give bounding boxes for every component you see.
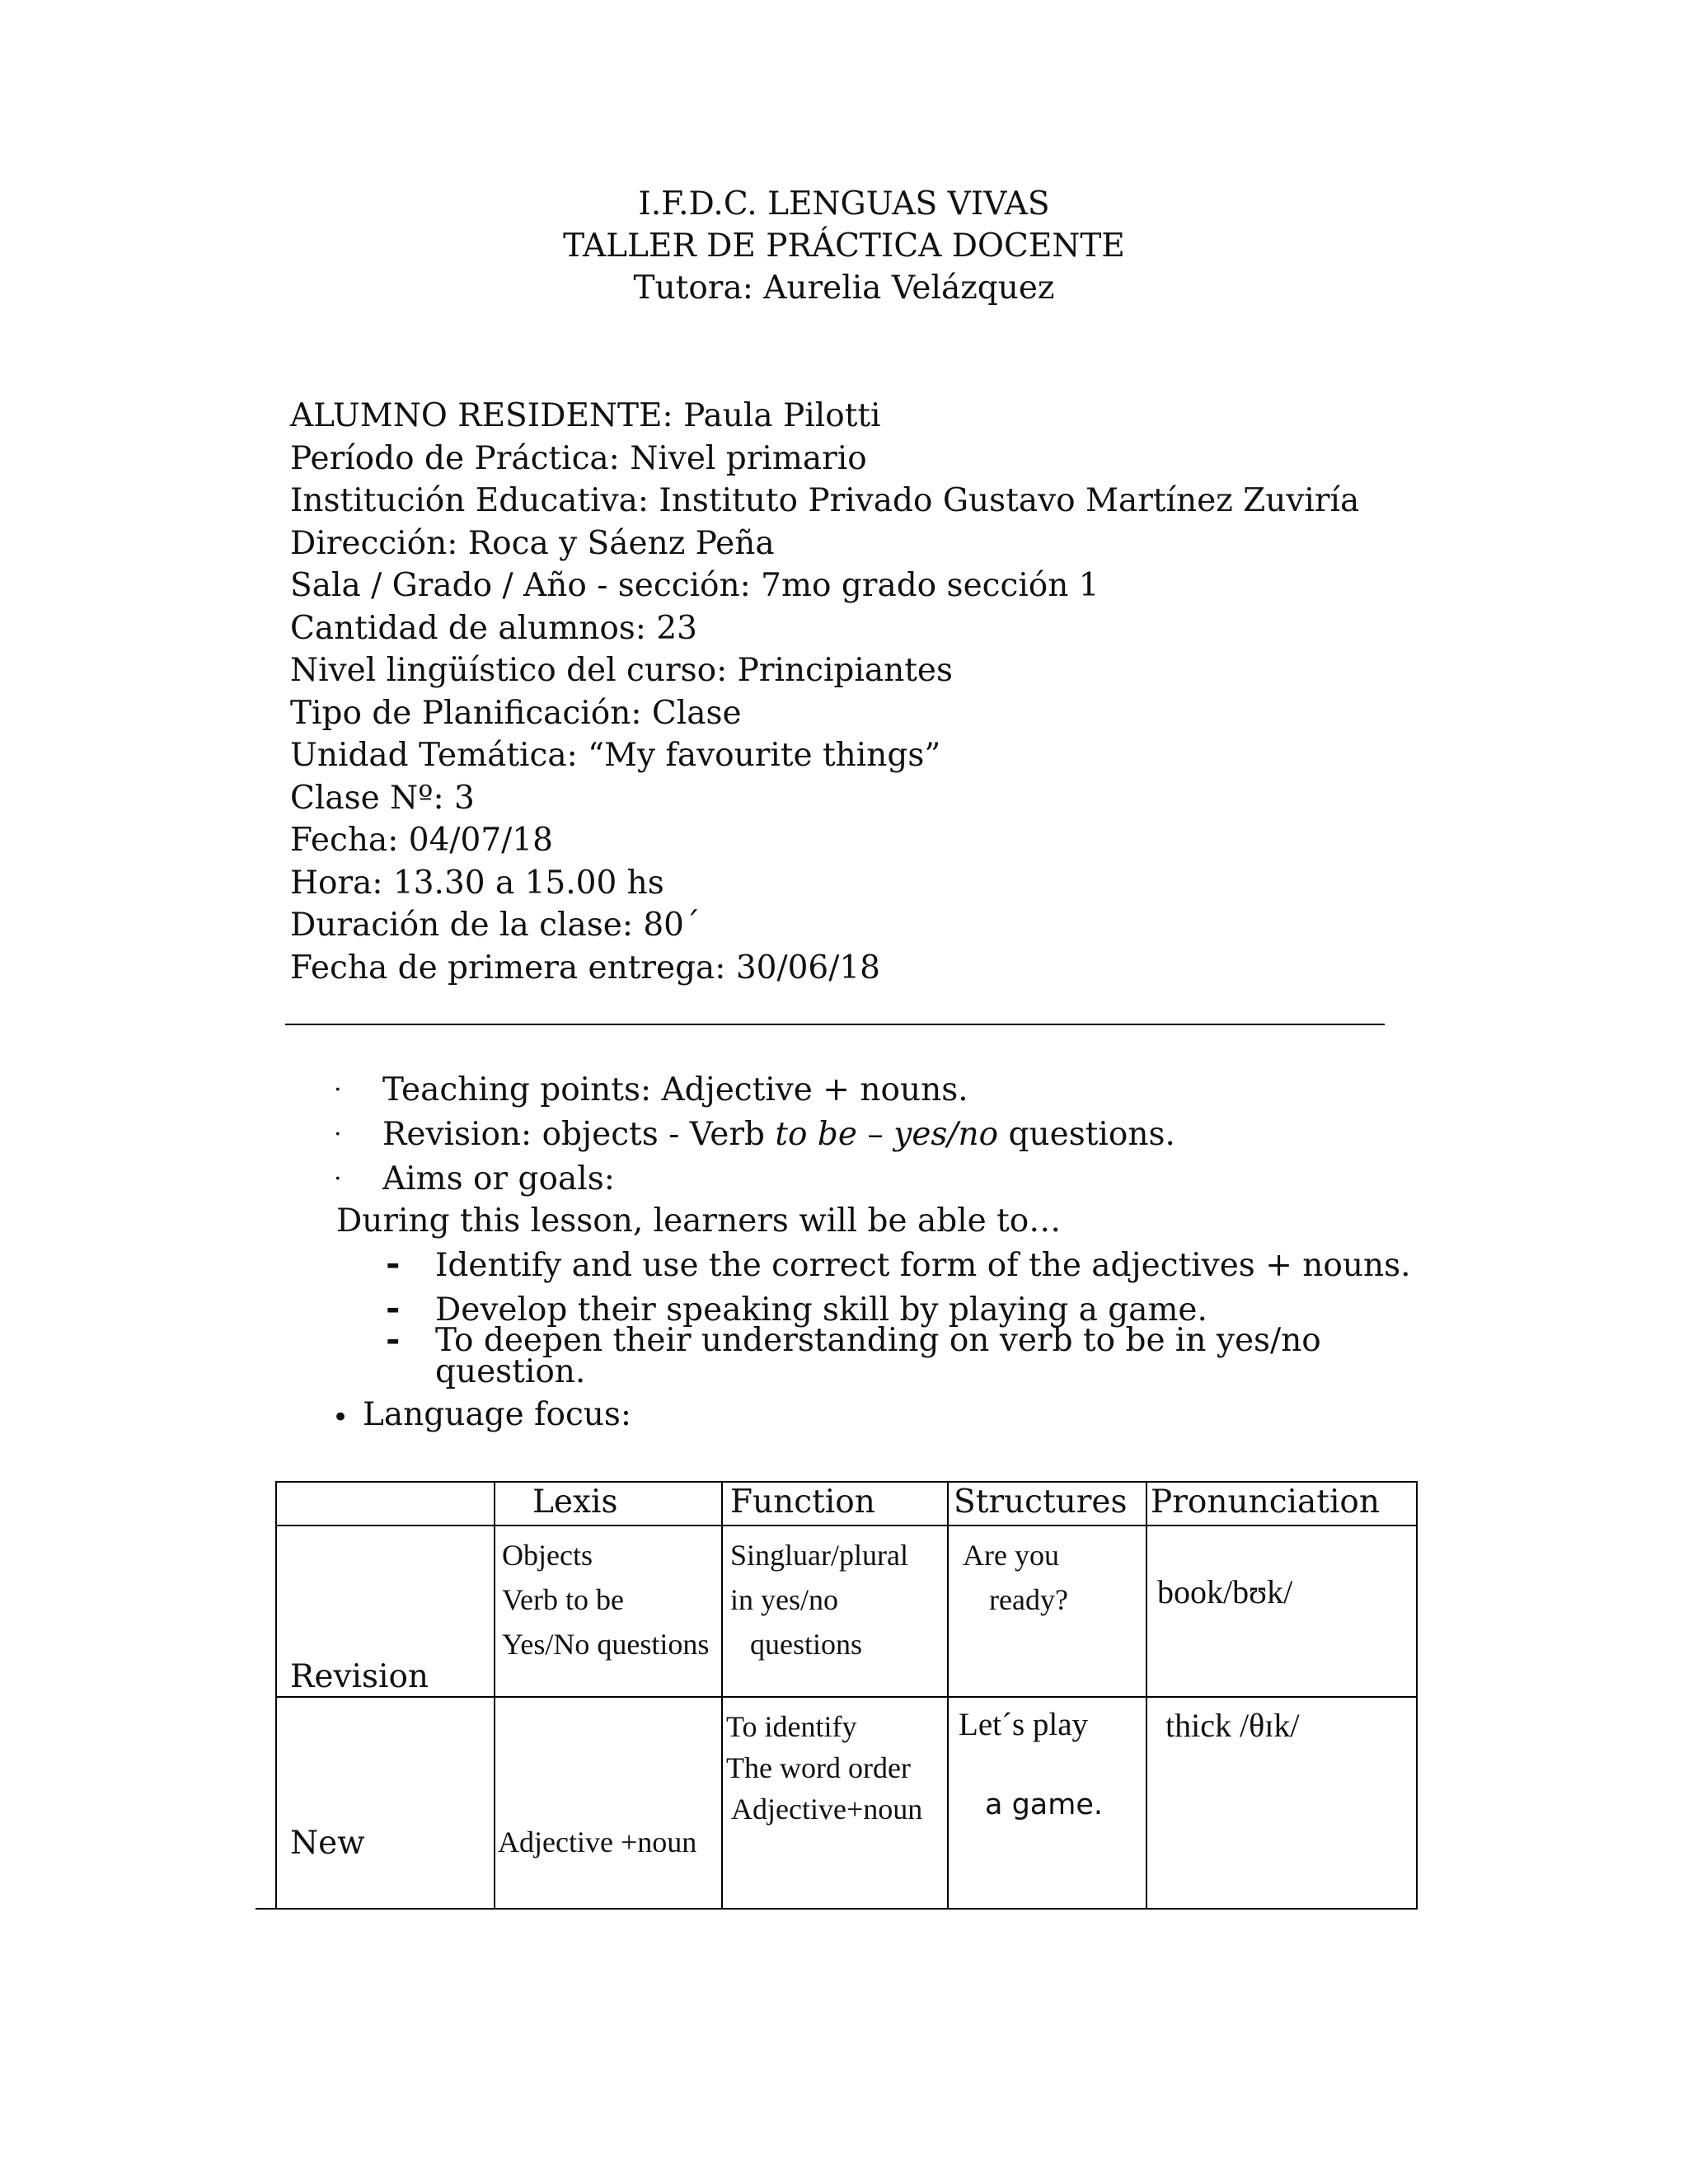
new-structures-line-1: Let´s play — [959, 1707, 1089, 1742]
revision-structures-item: ready? — [989, 1583, 1068, 1616]
goal-2: Develop their speaking skill by playing a game. — [435, 1291, 1207, 1329]
info-institution: Institución Educativa: Instituto Privado Gustavo Martínez Zuviría — [290, 482, 1360, 519]
info-level: Nivel lingüístico del curso: Principiantes — [290, 652, 953, 689]
workshop-title: TALLER DE PRÁCTICA DOCENTE — [563, 227, 1125, 265]
bullet-dot: · — [334, 1165, 342, 1193]
lesson-info — [290, 395, 1359, 989]
revision-function-item: questions — [750, 1628, 863, 1661]
revision-pronunciation: book/bʊk/ — [1157, 1573, 1293, 1610]
info-period: Período de Práctica: Nivel primario — [290, 439, 867, 477]
bullet-dot: · — [334, 1120, 342, 1149]
info-plan-type: Tipo de Planificación: Clase — [290, 694, 742, 732]
table-col-line — [494, 1481, 495, 1910]
header-structures: Structures — [954, 1483, 1128, 1521]
institution-title: I.F.D.C. LENGUAS VIVAS — [638, 185, 1050, 223]
during-lesson: During this lesson, learners will be able to… — [336, 1202, 1062, 1240]
teaching-points: Teaching points: Adjective + nouns. — [382, 1071, 968, 1108]
info-time: Hora: 13.30 a 15.00 hs — [290, 864, 664, 902]
info-students-count: Cantidad de alumnos: 23 — [290, 609, 697, 647]
info-grade: Sala / Grado / Año - sección: 7mo grado sección 1 — [290, 567, 1100, 604]
revision-structures-item: Are you — [963, 1539, 1059, 1572]
new-function-item: Adjective+noun — [731, 1793, 923, 1825]
revision-function-item: in yes/no — [730, 1583, 838, 1616]
new-lexis: Adjective +noun — [498, 1825, 697, 1858]
revision-lexis — [502, 1533, 709, 1666]
dash-bullet: - — [386, 1319, 401, 1359]
new-function-item: The word order — [726, 1751, 911, 1784]
table-row-line — [275, 1696, 1418, 1698]
document-header — [0, 183, 1688, 309]
revision-yesno: yes/no — [893, 1116, 999, 1153]
revision-structures — [963, 1533, 1068, 1622]
revision-lexis-item: Verb to be — [502, 1583, 624, 1616]
revision-dash: – — [856, 1116, 894, 1153]
revision-verb: to be — [775, 1116, 857, 1153]
table-col-line — [721, 1481, 723, 1910]
revision-function-item: Singluar/plural — [730, 1539, 908, 1572]
tutor-line: Tutora: Aurelia Velázquez — [633, 269, 1055, 307]
table-col-line — [275, 1481, 277, 1910]
revision-lexis-item: Yes/No questions — [502, 1628, 710, 1661]
divider-line — [285, 1024, 1385, 1025]
new-structures-line-2: a game. — [985, 1788, 1103, 1821]
table-header-line — [275, 1525, 1418, 1526]
table-col-line — [1146, 1481, 1147, 1910]
info-date: Fecha: 04/07/18 — [290, 822, 553, 859]
round-bullet: • — [332, 1401, 349, 1434]
table-border-top — [275, 1481, 1418, 1483]
new-function-item: To identify — [726, 1710, 857, 1743]
bullet-dot: · — [334, 1076, 342, 1104]
goal-3 — [435, 1322, 1321, 1390]
header-pronunciation: Pronunciation — [1151, 1483, 1381, 1521]
dash-bullet: - — [386, 1287, 401, 1328]
language-focus-heading: Language focus: — [363, 1396, 632, 1433]
info-duration: Duración de la clase: 80´ — [290, 907, 701, 944]
row-label-revision: Revision — [290, 1658, 429, 1695]
revision-function — [730, 1533, 908, 1666]
info-class-number: Clase Nº: 3 — [290, 779, 475, 817]
revision-suffix: questions. — [998, 1116, 1175, 1153]
new-pronunciation: thick /θɪk/ — [1165, 1707, 1300, 1744]
info-address: Dirección: Roca y Sáenz Peña — [290, 524, 775, 562]
new-function — [726, 1706, 922, 1830]
goal-3-line-2: question. — [435, 1353, 586, 1390]
info-student: ALUMNO RESIDENTE: Paula Pilotti — [290, 397, 881, 434]
revision-line — [382, 1116, 1175, 1153]
row-label-new: New — [290, 1825, 365, 1862]
table-border-right — [1416, 1481, 1418, 1910]
header-lexis: Lexis — [532, 1483, 618, 1521]
table-border-bottom — [256, 1908, 1418, 1910]
table-col-line — [947, 1481, 949, 1910]
header-function: Function — [730, 1483, 875, 1521]
goal-1: Identify and use the correct form of the adjectives + nouns. — [435, 1247, 1411, 1284]
aims-heading: Aims or goals: — [382, 1160, 615, 1197]
goal-3-line-1: To deepen their understanding on verb to be in yes/no — [435, 1322, 1321, 1359]
revision-prefix: Revision: objects - Verb — [382, 1116, 776, 1153]
info-first-delivery: Fecha de primera entrega: 30/06/18 — [290, 949, 880, 987]
dash-bullet: - — [386, 1243, 401, 1283]
info-unit: Unidad Temática: “My favourite things” — [290, 737, 941, 774]
revision-lexis-item: Objects — [502, 1539, 593, 1572]
